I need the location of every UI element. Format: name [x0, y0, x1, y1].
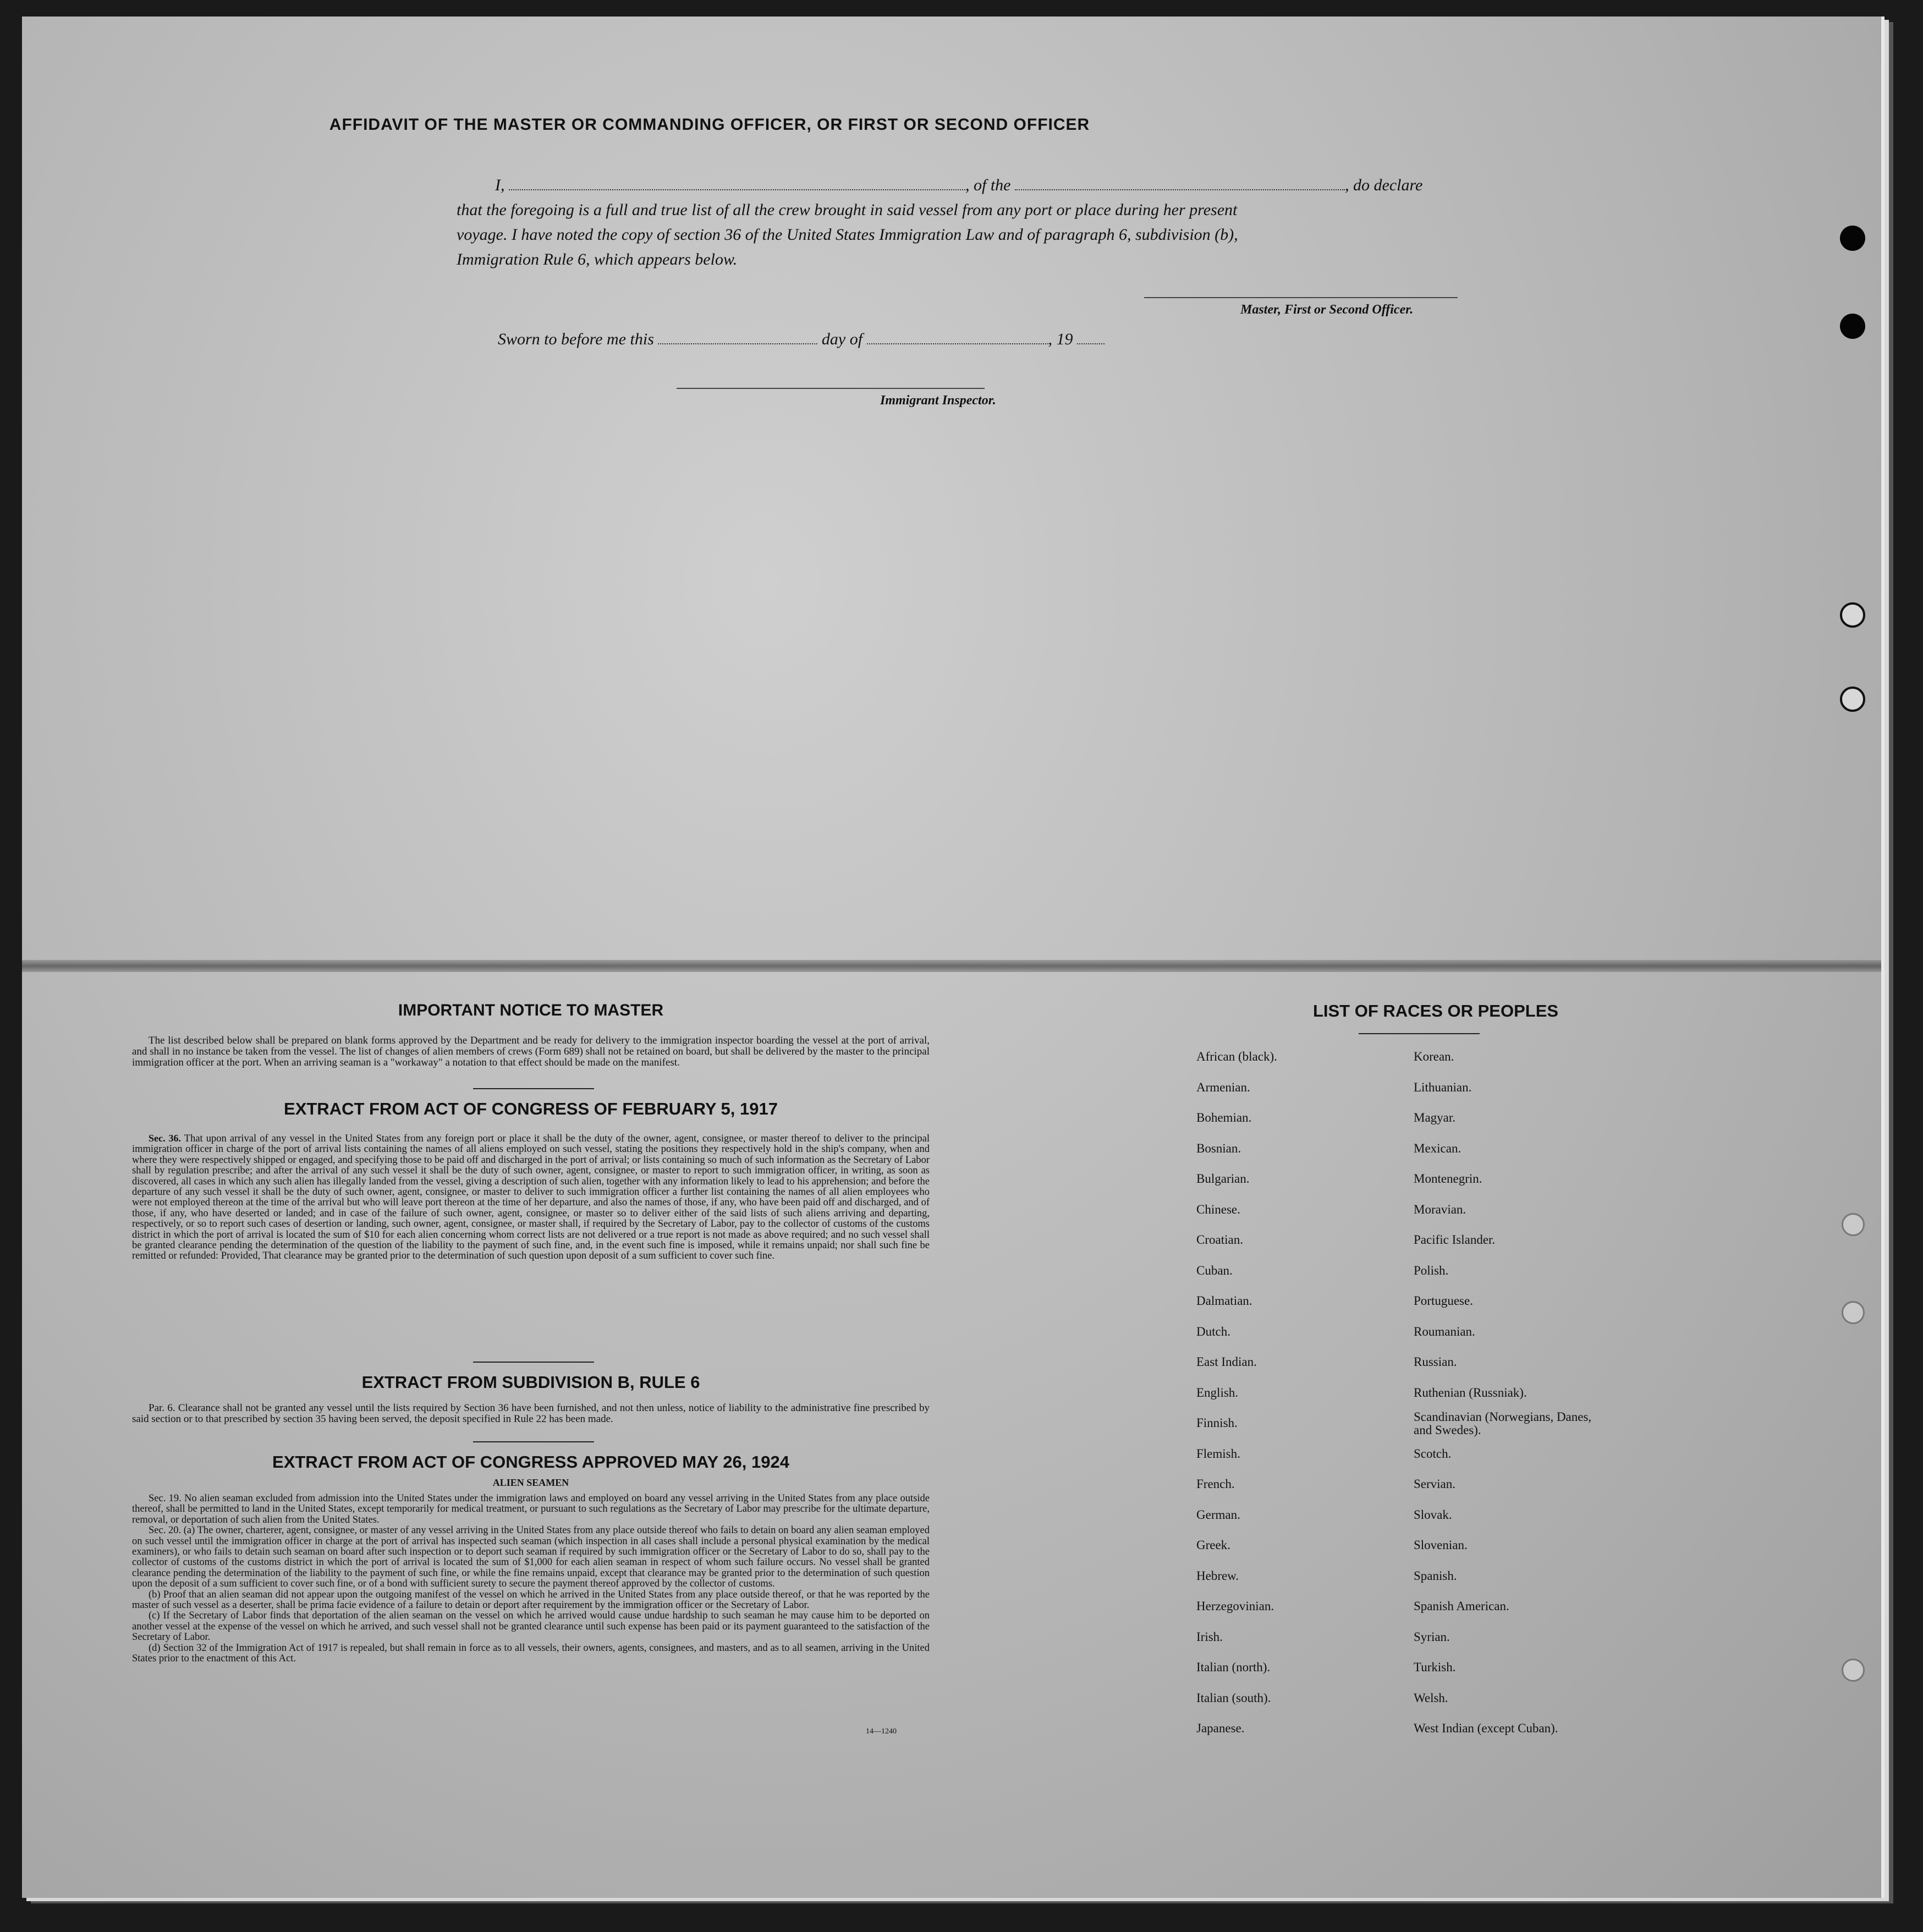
inspector-signature-line[interactable]: [677, 388, 985, 389]
extract-1917-title: EXTRACT FROM ACT OF CONGRESS OF FEBRUARY 5, 1917: [284, 1099, 778, 1118]
race-item: Portuguese.: [1414, 1294, 1473, 1308]
race-item: Turkish.: [1414, 1660, 1456, 1674]
alien-seamen-subtitle: ALIEN SEAMEN: [492, 1477, 569, 1488]
race-item: Greek.: [1196, 1538, 1230, 1552]
section-19-paragraph: Sec. 19. No alien seaman excluded from admission into the United States under the immigration laws and employed on board any vessel arriving in the United States from any place outside thereof, shall be permitted to land in the United States, except temporarily for medical treatment, or pursuant to such regulations as the Secretary of Labor may prescribe for the ultimate departure, removal, or deportation of such alien from the United States.: [132, 1493, 930, 1525]
race-item: Korean.: [1414, 1050, 1454, 1063]
sworn-line: [498, 330, 1105, 349]
races-column-2: [1414, 1050, 1634, 1765]
race-item: Bohemian.: [1196, 1111, 1252, 1124]
race-item: Bosnian.: [1196, 1141, 1241, 1155]
punch-hole: [1842, 1213, 1865, 1236]
section-20b-paragraph: (b) Proof that an alien seaman did not appear upon the outgoing manifest of the vessel on which he arrived in the United States from any place outside thereof, or that he was reported by the master of such vessel as a deserter, shall be prima facie evidence of a failure to detain or deport after requirement by the immigration officer or the Secretary of Labor.: [132, 1589, 930, 1611]
year-prefix-label: , 19: [1048, 330, 1073, 348]
race-item: Mexican.: [1414, 1141, 1462, 1155]
section-20d-paragraph: (d) Section 32 of the Immigration Act of 1917 is repealed, but shall remain in force as to all vessels, their owners, agents, consignees, and masters, and as to all seamen, arriving in the United States prior to the enactment of this Act.: [132, 1642, 930, 1665]
race-item: Polish.: [1414, 1263, 1449, 1277]
race-item: Hebrew.: [1196, 1568, 1239, 1583]
section-20a-paragraph: Sec. 20. (a) The owner, charterer, agent, consignee, or master of any vessel arriving in the United States from any place outside thereof who fails to detain on board any alien seaman employed on such vessel until the immigration officer in charge at the port of arrival has inspected such seaman (which inspection in all cases shall include a personal physical examination by the medical examiners), or who fails to detain such seaman on board after such inspection or to deport such seaman if required by such immigration officer or the Secretary of Labor to do so, shall pay to the collector of customs of the customs district in which the port of arrival is located the sum of $1,000 for each alien seaman in respect of whom such failure occurs. No vessel shall be granted clearance pending the determination of the liability to the payment of such fine, or while the fine remains unpaid, except that clearance may be granted prior to the determination of such question upon the deposit of a sum sufficient to cover such fine, or of a bond with sufficient surety to secure the payment thereof approved by the collector of customs.: [132, 1525, 930, 1590]
race-item: Syrian.: [1414, 1629, 1450, 1644]
race-item: Italian (north).: [1196, 1660, 1271, 1674]
form-number: 14—1240: [866, 1727, 897, 1736]
race-item: English.: [1196, 1385, 1239, 1399]
race-item: Italian (south).: [1196, 1690, 1271, 1705]
section-20c-paragraph: (c) If the Secretary of Labor finds that deportation of the alien seaman on the vessel on which he arrived would cause undue hardship to such seaman he may cause him to be deported on another vessel at the expense of the vessel on which he arrived, and such vessel shall not be granted clearance until such expense has been paid or its payment guaranteed to the satisfaction of the Secretary of Labor.: [132, 1610, 930, 1643]
punch-hole: [1840, 602, 1865, 628]
extract-1917-text: [132, 1133, 930, 1262]
punch-hole: [1842, 1659, 1865, 1682]
rule-6-text: [132, 1403, 930, 1425]
notice-paragraph: The list described below shall be prepared on blank forms approved by the Department and be ready for delivery to the immigration inspector boarding the vessel at the port of arrival, and shall in no instance be taken from the vessel. The list of changes of alien members of crews (Form 689) shall not be retained on board, but shall be delivered by the master to the principal immigration officer at the port. When an arriving seaman is a "workaway" a notation to that effect should be made on the manifest.: [132, 1035, 930, 1068]
sec-36-label: Sec. 36.: [149, 1133, 181, 1144]
race-item: Lithuanian.: [1414, 1080, 1472, 1094]
race-item: Japanese.: [1196, 1721, 1245, 1735]
race-item: Finnish.: [1196, 1416, 1238, 1430]
day-of-label: day of: [821, 330, 863, 348]
document-page: [22, 17, 1884, 1898]
race-item: Dutch.: [1196, 1324, 1230, 1338]
affidavit-line-1: [495, 176, 1422, 195]
race-item: Slovak.: [1414, 1507, 1452, 1522]
of-the-label: , of the: [965, 176, 1011, 194]
master-caption: Master, First or Second Officer.: [1240, 303, 1414, 317]
race-item: French.: [1196, 1477, 1235, 1491]
race-item: West Indian (except Cuban).: [1414, 1721, 1558, 1735]
race-item: Flemish.: [1196, 1446, 1240, 1461]
race-item: Armenian.: [1196, 1080, 1250, 1094]
race-item: Dalmatian.: [1196, 1294, 1252, 1308]
fold-crease: [22, 960, 1881, 972]
do-declare-label: , do declare: [1345, 176, 1423, 194]
races-column-1: [1196, 1050, 1405, 1765]
race-item: Pacific Islander.: [1414, 1233, 1496, 1247]
affidavit-title: AFFIDAVIT OF THE MASTER OR COMMANDING OFFICER, OR FIRST OR SECOND OFFICER: [329, 116, 1090, 134]
race-item: Spanish American.: [1414, 1599, 1509, 1613]
race-item: Ruthenian (Russniak).: [1414, 1385, 1527, 1399]
punch-hole: [1840, 687, 1865, 712]
race-item: Russian.: [1414, 1355, 1457, 1369]
affidavit-line-3: voyage. I have noted the copy of section 36 of the United States Immigration Law and of paragraph 6, subdivision (b),: [457, 226, 1238, 244]
rule-6-title: EXTRACT FROM SUBDIVISION B, RULE 6: [361, 1373, 700, 1392]
punch-hole: [1840, 314, 1865, 339]
rule-6-paragraph: Par. 6. Clearance shall not be granted any vessel until the lists required by Section 36 have been furnished, and not then unless, notice of liability to the administrative fine prescribed by said section or to that prescribed by section 35 having been served, the deposit specified in Rule 22 has been made.: [132, 1402, 930, 1425]
race-item: Spanish.: [1414, 1568, 1457, 1583]
race-item: German.: [1196, 1507, 1240, 1522]
extract-1924-title: EXTRACT FROM ACT OF CONGRESS APPROVED MAY 26, 1924: [272, 1452, 789, 1472]
race-item: Cuban.: [1196, 1263, 1233, 1277]
divider: [473, 1362, 594, 1363]
races-title: LIST OF RACES OR PEOPLES: [1312, 1001, 1559, 1020]
race-item: Bulgarian.: [1196, 1172, 1250, 1185]
divider: [473, 1441, 594, 1442]
race-item: Servian.: [1414, 1477, 1456, 1491]
race-item: Roumanian.: [1414, 1324, 1475, 1338]
race-item: Irish.: [1196, 1629, 1223, 1644]
i-label: I,: [495, 176, 505, 194]
race-item: Moravian.: [1414, 1202, 1466, 1216]
master-signature-line[interactable]: [1144, 297, 1458, 298]
divider: [1359, 1033, 1480, 1034]
race-item: Slovenian.: [1414, 1538, 1468, 1552]
race-item: Welsh.: [1414, 1690, 1448, 1705]
race-item: Herzegovinian.: [1196, 1599, 1274, 1613]
affidavit-line-2: that the foregoing is a full and true list of all the crew brought in said vessel from any port or place during her present: [457, 201, 1238, 219]
name-blank[interactable]: [509, 176, 965, 190]
vessel-blank[interactable]: [1015, 176, 1345, 190]
race-item: Scandinavian (Norwegians, Danes, and Swedes).: [1414, 1410, 1592, 1437]
sworn-label: Sworn to before me this: [498, 330, 654, 348]
month-blank[interactable]: [867, 330, 1048, 344]
race-item: Croatian.: [1196, 1233, 1243, 1247]
divider: [473, 1088, 594, 1089]
section-36-text: That upon arrival of any vessel in the United States from any foreign port or place it shall be the duty of the owner, agent, consignee, or master thereof to deliver to the principal immigration officer in charge of the port of arrival lists containing the names of all aliens employed on such vessel, stating the positions they respectively hold in the ship's company, when and where they were respectively shipped or engaged, and specifying those to be paid off and discharged in the port of arrival; or lists containing so much of such information as the Secretary of Labor shall by regulation prescribe; and after the arrival of any such vessel it shall be the duty of such owner, agent, consignee, or master to report to such immigration officer, in writing, as soon as discovered, all cases in which any such alien has illegally landed from the vessel, giving a description of such alien, together with any information likely to lead to his apprehension; and before the departure of any such vessel it shall be the duty of such owner, agent, consignee, or master to deliver to such immigration officer a further list containing the names of all alien employees who were not employed thereon at the time of the arrival but who will leave port thereon at the time of her departure, and also the names of those, if any, who have been paid off and discharged, and of those, if any, who have deserted or landed; and in case of the failure of such owner, agent, consignee, or master so to deliver either of the said lists of such aliens arriving and departing, respectively, or so to report such cases of desertion or landing, such owner, agent, consignee, or master shall, if required by the Secretary of Labor, pay to the collector of customs of the customs district in which the port of arrival is located the sum of $10 for each alien concerning whom correct lists are not delivered or a true report is not made as above required; and no such vessel shall be granted clearance pending the determination of the question of the liability to the payment of such fine, and, in the event such fine is imposed, while it remains unpaid; nor shall such fine be remitted or refunded: Provided, That clearance may be granted prior to the determination of such question upon deposit of a sum sufficient to cover such fine.: [132, 1133, 930, 1262]
punch-hole: [1840, 226, 1865, 251]
punch-hole: [1842, 1301, 1865, 1324]
race-item: Montenegrin.: [1414, 1172, 1482, 1185]
section-36-paragraph: [132, 1133, 930, 1262]
race-item: African (black).: [1196, 1050, 1277, 1063]
year-blank[interactable]: [1077, 330, 1105, 344]
affidavit-line-4: Immigration Rule 6, which appears below.: [457, 250, 738, 268]
notice-text: [132, 1035, 930, 1068]
day-blank[interactable]: [658, 330, 817, 344]
inspector-caption: Immigrant Inspector.: [880, 393, 996, 408]
race-item: Scotch.: [1414, 1446, 1452, 1461]
race-item: Magyar.: [1414, 1111, 1456, 1124]
extract-1924-text: [132, 1494, 930, 1665]
race-item: East Indian.: [1196, 1355, 1257, 1369]
notice-title: IMPORTANT NOTICE TO MASTER: [398, 1001, 664, 1019]
race-item: Chinese.: [1196, 1202, 1240, 1216]
